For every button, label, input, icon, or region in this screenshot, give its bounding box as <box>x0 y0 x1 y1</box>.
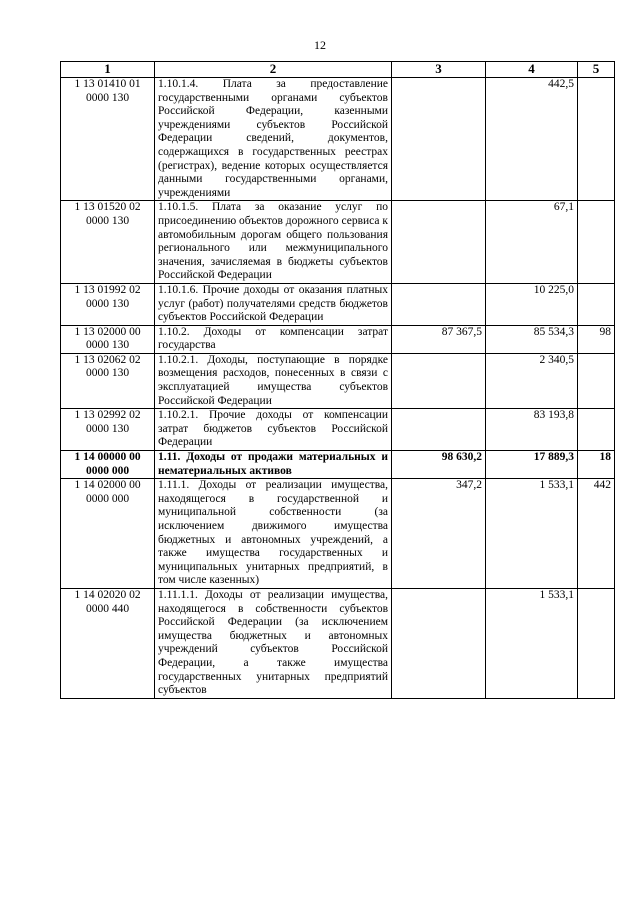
row-code-cell: 1 13 02000 00 0000 130 <box>61 325 155 353</box>
row-percent-cell: 18 <box>578 451 615 479</box>
row-description-cell: 1.10.1.4. Плата за предоставление государственными органами субъектов Российской Федерации, казенными учреждениями субъектов Российской Федерации сведений, документов, содержащихся в государственных реестрах (регистрах), ведение которых осуществляется данными государственными органами, учреждениями <box>155 78 392 201</box>
table-row <box>61 479 615 589</box>
row-plan-cell: 87 367,5 <box>392 325 486 353</box>
row-description-cell: 1.11. Доходы от продажи материальных и нематериальных активов <box>155 451 392 479</box>
row-percent-cell <box>578 78 615 201</box>
row-code-cell: 1 14 00000 00 0000 000 <box>61 451 155 479</box>
page-number: 12 <box>314 38 326 52</box>
row-fact-cell: 10 225,0 <box>486 283 578 325</box>
row-plan-cell: 98 630,2 <box>392 451 486 479</box>
row-fact-cell: 442,5 <box>486 78 578 201</box>
row-plan-cell <box>392 353 486 408</box>
row-code-cell: 1 13 01410 01 0000 130 <box>61 78 155 201</box>
table-row <box>61 201 615 284</box>
row-fact-cell: 83 193,8 <box>486 409 578 451</box>
column-header: 4 <box>486 62 578 78</box>
row-plan-cell <box>392 409 486 451</box>
column-header: 3 <box>392 62 486 78</box>
row-percent-cell <box>578 201 615 284</box>
table-row <box>61 78 615 201</box>
row-code-cell: 1 13 02992 02 0000 130 <box>61 409 155 451</box>
row-description-cell: 1.11.1. Доходы от реализации имущества, находящегося в государственной и муниципальной собственности (за исключением движимого имущества бюджетных и автономных учреждений, а также имущества государственных и муниципальных унитарных предприятий, в том числе казенных) <box>155 479 392 589</box>
row-code-cell: 1 13 01520 02 0000 130 <box>61 201 155 284</box>
row-plan-cell <box>392 78 486 201</box>
row-description-cell: 1.10.2.1. Доходы, поступающие в порядке возмещения расходов, понесенных в связи с эксплуатацией имущества субъектов Российской Федерации <box>155 353 392 408</box>
row-percent-cell: 98 <box>578 325 615 353</box>
row-fact-cell: 17 889,3 <box>486 451 578 479</box>
row-description-cell: 1.10.2. Доходы от компенсации затрат государства <box>155 325 392 353</box>
row-fact-cell: 85 534,3 <box>486 325 578 353</box>
table-row <box>61 409 615 451</box>
budget-table <box>60 61 615 699</box>
row-plan-cell <box>392 201 486 284</box>
row-percent-cell <box>578 409 615 451</box>
column-header: 1 <box>61 62 155 78</box>
row-plan-cell: 347,2 <box>392 479 486 589</box>
row-fact-cell: 67,1 <box>486 201 578 284</box>
row-code-cell: 1 13 01992 02 0000 130 <box>61 283 155 325</box>
row-fact-cell: 1 533,1 <box>486 479 578 589</box>
row-plan-cell <box>392 588 486 698</box>
row-percent-cell <box>578 353 615 408</box>
row-fact-cell: 2 340,5 <box>486 353 578 408</box>
row-code-cell: 1 14 02020 02 0000 440 <box>61 588 155 698</box>
table-row <box>61 325 615 353</box>
row-percent-cell <box>578 283 615 325</box>
table-row <box>61 588 615 698</box>
row-code-cell: 1 13 02062 02 0000 130 <box>61 353 155 408</box>
row-code-cell: 1 14 02000 00 0000 000 <box>61 479 155 589</box>
table-row <box>61 353 615 408</box>
row-percent-cell <box>578 588 615 698</box>
column-header: 5 <box>578 62 615 78</box>
column-header: 2 <box>155 62 392 78</box>
row-description-cell: 1.11.1.1. Доходы от реализации имущества, находящегося в собственности субъектов Российской Федерации (за исключением имущества бюджетных и автономных учреждений субъектов Российской Федерации, а также имущества государственных унитарных предприятий субъектов <box>155 588 392 698</box>
row-plan-cell <box>392 283 486 325</box>
table-row <box>61 283 615 325</box>
row-fact-cell: 1 533,1 <box>486 588 578 698</box>
row-description-cell: 1.10.1.6. Прочие доходы от оказания платных услуг (работ) получателями средств бюджетов субъектов Российской Федерации <box>155 283 392 325</box>
table-row <box>61 451 615 479</box>
table-header-row <box>61 62 615 78</box>
row-description-cell: 1.10.2.1. Прочие доходы от компенсации затрат бюджетов субъектов Российской Федерации <box>155 409 392 451</box>
row-description-cell: 1.10.1.5. Плата за оказание услуг по присоединению объектов дорожного сервиса к автомобильным дорогам общего пользования регионального или межмуниципального значения, зачисляемая в бюджеты субъектов Российской Федерации <box>155 201 392 284</box>
row-percent-cell: 442 <box>578 479 615 589</box>
